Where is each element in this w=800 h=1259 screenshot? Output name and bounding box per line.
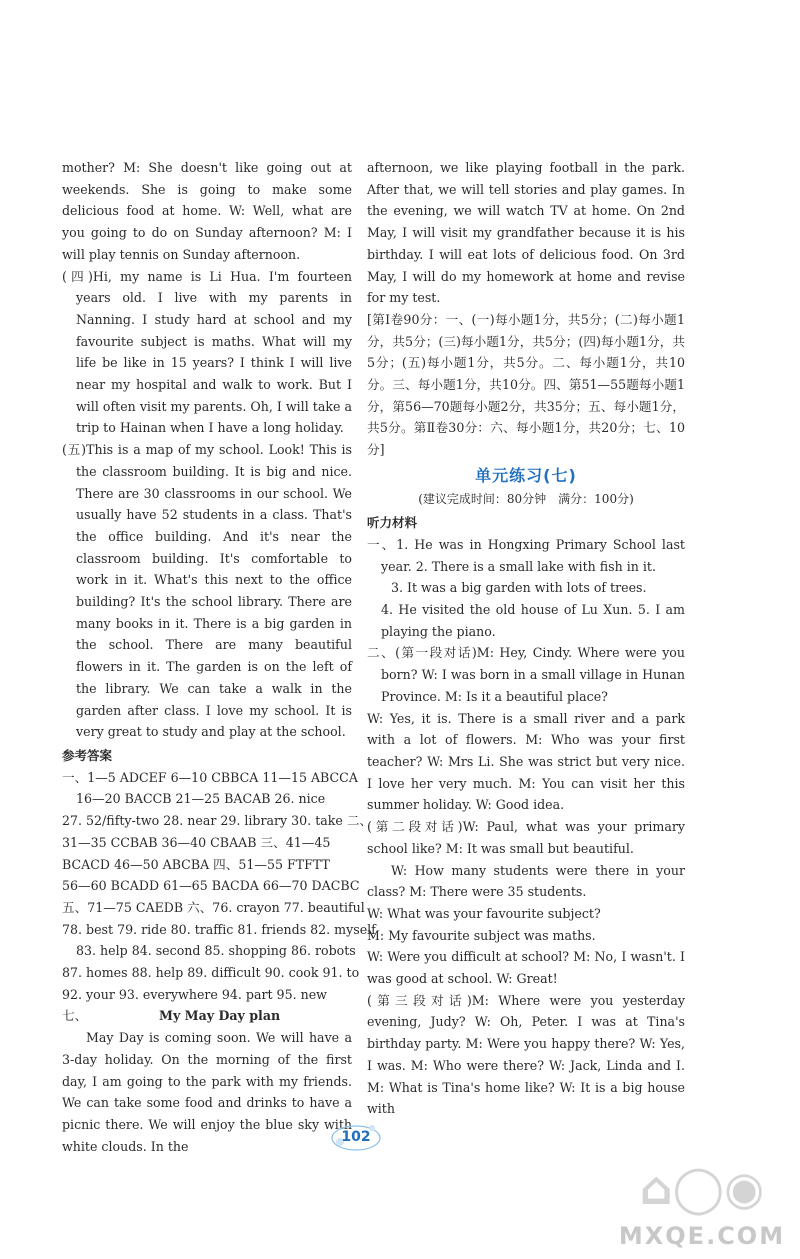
unit-title: 单元练习(七) xyxy=(475,465,577,485)
answer-line: 31—35 CCBAB 36—40 CBAAB 三、41—45 xyxy=(62,834,331,850)
page-number: 102 xyxy=(341,1129,371,1145)
dialogue-two-end: W: Were you difficult at school? M: No, I wasn't. I was good at school. W: Great! xyxy=(367,949,685,987)
answer-line: 一、1—5 ADCEF 6—10 CBBCA 11—15 ABCCA xyxy=(62,769,358,785)
answer-line: 16—20 BACCB 21—25 BACAB 26. nice xyxy=(76,791,326,807)
right-column xyxy=(367,157,685,1120)
answer-line: 83. help 84. second 85. shopping 86. robots xyxy=(76,943,356,959)
essay-title-row xyxy=(62,1005,352,1027)
answer-line: 56—60 BCADD 61—65 BACDA 66—70 DACBC xyxy=(62,878,360,894)
listening-sentence: 3. It was a big garden with lots of trees. xyxy=(391,580,647,596)
answer-line: BCACD 46—50 ABCBA 四、51—55 FTFTT xyxy=(62,856,330,872)
answer-line: 27. 52/fifty-two 28. near 29. library 30. take 二、 xyxy=(62,813,373,829)
answer-key xyxy=(62,767,376,1006)
listening-heading: 听力材料 xyxy=(367,515,418,531)
essay-body: May Day is coming soon. We will have a 3-day holiday. On the morning of the first day, I am going to the park with my friends. We can take some food and drinks to have a picnic there. We will enjoy the blue sky with white clouds. In the xyxy=(62,1030,352,1154)
listening-part-one: 一、1. He was in Hongxing Primary School last year. 2. There is a small lake with fish in it. xyxy=(367,536,685,574)
answer-line: 78. best 79. ride 80. traffic 81. friends 82. myself xyxy=(62,921,376,937)
dialogue-line: M: My favourite subject was maths. xyxy=(367,927,596,943)
dialogue-line: W: What was your favourite subject? xyxy=(367,905,601,921)
scoring-note: [第Ⅰ卷90分：一、(一)每小题1分，共5分；(二)每小题1分，共5分；(三)每小题1分，共5分；(四)每小题1分，共5分；(五)每小题1分，共5分。二、每小题1分，共10分。三、每小题1分，共10分。四、第51—55题每小题1分，第56—70题每小题2分，共35分；五、每小题1分，共5分。第Ⅱ卷30分：六、每小题1分，共20分；七、10分] xyxy=(367,311,685,458)
answer-line: 92. your 93. everywhere 94. part 95. new xyxy=(62,986,327,1002)
listening-tail-paragraph: mother? M: She doesn't like going out at weekends. She is going to make some delicious food at home. W: Well, what are you going to do on Sunday afternoon? M: I will play tennis on Sunday afternoon. xyxy=(62,160,352,262)
dialogue-two: (第二段对话)W: Paul, what was your primary school like? M: It was small but beautiful. xyxy=(367,819,685,856)
passage-four: (四)Hi, my name is Li Hua. I'm fourteen years old. I live with my parents in Nanning. I study hard at school and my favourite subject is maths. What will my life be like in 15 years? I think I will live near my hospital and walk to work. But I will often visit my parents. Oh, I will take a trip to Hainan when I have a long holiday. xyxy=(62,268,352,436)
watermark-emblem: ⌂◯◉ xyxy=(639,1161,765,1215)
essay-title: My May Day plan xyxy=(159,1008,281,1024)
answer-line: 五、71—75 CAEDB 六、76. crayon 77. beautiful xyxy=(62,899,365,915)
watermark-text: MXQE.COM xyxy=(618,1222,786,1250)
essay-marker: 七、 xyxy=(62,1008,88,1024)
watermark-logo xyxy=(612,1158,792,1254)
answers-heading: 参考答案 xyxy=(62,747,113,763)
passage-five: (五)This is a map of my school. Look! This is the classroom building. It is big and nice. There are 30 classrooms in our school. We usually have 52 students in a class. That's the office building. And it's near the classroom building. It's comfortable to work in it. What's this next to the office building? It's the school library. There are many books in it. There is a big garden in the school. There are many beautiful flowers in it. The garden is on the left of the library. We can take a walk in the garden after class. I love my school. It is very great to study and play at the school. xyxy=(62,442,352,740)
dialogue-three: (第三段对话)M: Where were you yesterday evening, Judy? W: Oh, Peter. I was at Tina's birthday party. M: Were you happy there? W: Yes, I was. M: Who were there? W: Jack, Linda and I. M: What is Tina's home like? W: It is a big house with xyxy=(367,992,685,1117)
dialogue-two-continued: W: How many students were there in your class? M: There were 35 students. xyxy=(367,862,685,900)
unit-subtitle: (建议完成时间：80分钟 满分：100分) xyxy=(418,491,634,506)
dialogue-one-continued: W: Yes, it is. There is a small river and a park with a lot of flowers. M: Who was your first teacher? W: Mrs Li. She was strict but very nice. I love her very much. M: You can visit her this summer holiday. W: Good idea. xyxy=(367,710,685,813)
answer-line: 87. homes 88. help 89. difficult 90. cook 91. to xyxy=(62,965,360,981)
essay-continuation: afternoon, we like playing football in the park. After that, we will tell stories and play games. In the evening, we will watch TV at home. On 2nd May, I will visit my grandfather because it is his birthday. I will eat lots of delicious food. On 3rd May, I will do my homework at home and revise for my test. xyxy=(367,160,685,306)
dialogue-one: 二、(第一段对话)M: Hey, Cindy. Where were you born? W: I was born in a small village in Hunan Province. M: Is it a beautiful place? xyxy=(367,645,685,704)
listening-sentence: 4. He visited the old house of Lu Xun. 5. I am playing the piano. xyxy=(381,602,685,639)
